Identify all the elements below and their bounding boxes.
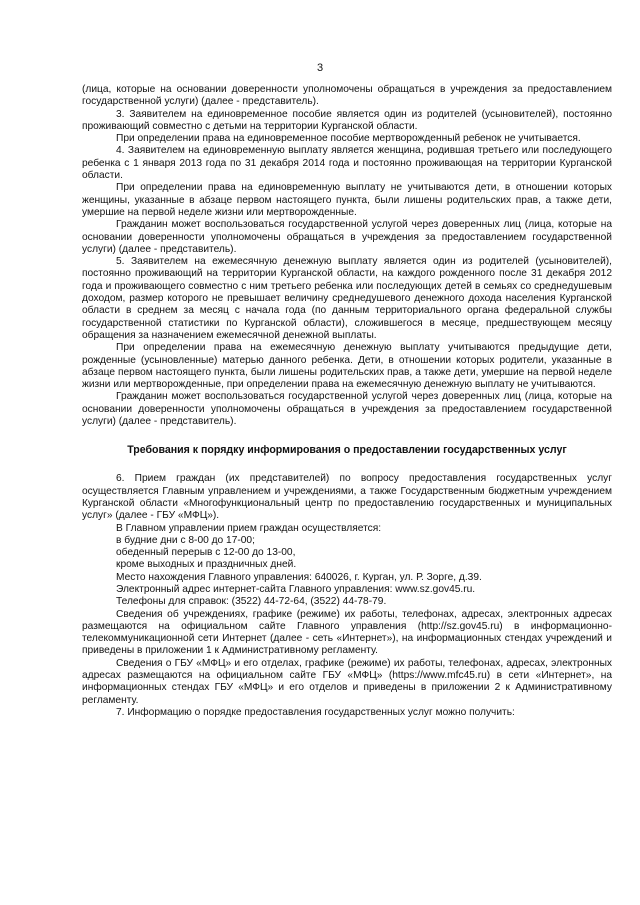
paragraph: В Главном управлении прием граждан осуществляется:	[116, 522, 382, 534]
paragraph: Гражданин может воспользоваться государственной услугой через доверенных лиц (лица, которые на основании доверенности уполномочены обращаться в учреждения за предоставлением государственной услуги) (далее - представитель).	[82, 391, 612, 428]
paragraph: 6. Прием граждан (их представителей) по вопросу предоставления государственных услуг осуществляется Главным управлением и учреждениями, а также Государственным бюджетным учреждением Курганской области «Многофункциональный центр по предоставлению государственных и муниципальных услуг» (далее - ГБУ «МФЦ»).	[82, 473, 612, 522]
paragraph: При определении права на единовременное пособие мертворожденный ребенок не учитывается.	[116, 133, 581, 145]
document-body	[82, 84, 612, 719]
phone-line: Телефоны для справок: (3522) 44-72-64, (3522) 44-78-79.	[116, 596, 387, 608]
schedule-line: кроме выходных и праздничных дней.	[116, 559, 297, 571]
paragraph: При определении права на ежемесячную денежную выплату учитываются предыдущие дети, рожденные (усыновленные) матерью данного ребенка. Дети, в отношении которых родители, указанные в абзаце первом настоящего пункта, были лишены родительских прав, а также дети, умершие на первой неделе жизни или мертворожденные, при определении права на ежемесячную денежную выплату не учитываются.	[82, 342, 612, 391]
website-line: Электронный адрес интернет-сайта Главного управления: www.sz.gov45.ru.	[116, 583, 476, 595]
page-number: 3	[316, 62, 324, 74]
paragraph: 4. Заявителем на единовременную выплату является женщина, родившая третьего или последующего ребенка с 1 января 2013 года по 31 декабря 2014 года и постоянно проживающая на территории Курганской области.	[82, 145, 612, 182]
schedule-line: в будние дни с 8-00 до 17-00;	[116, 534, 255, 546]
paragraph: Сведения об учреждениях, графике (режиме) их работы, телефонах, адресах, электронных адресах размещаются на официальном сайте Главного управления (http://sz.gov45.ru) в информационно-телекоммуникационной сети Интернет (далее - сеть «Интернет»), на информационных стендах учреждений и приведены в приложении 1 к Административному регламенту.	[82, 608, 612, 657]
paragraph: Гражданин может воспользоваться государственной услугой через доверенных лиц (лица, которые на основании доверенности уполномочены обращаться в учреждения за предоставлением государственной услуги) (далее - представитель).	[82, 219, 612, 255]
section-heading: Требования к порядку информирования о предоставлении государственных услуг	[127, 444, 567, 457]
paragraph: При определении права на единовременную выплату не учитываются дети, в отношении которых женщины, указанные в абзаце первом настоящего пункта, были лишены родительских прав, а также дети, умершие на первой неделе жизни или мертворожденные.	[82, 182, 612, 218]
paragraph: 7. Информацию о порядке предоставления государственных услуг можно получить:	[116, 706, 515, 718]
paragraph: (лица, которые на основании доверенности уполномочены обращаться в учреждения за предоставлением государственной услуги) (далее - представитель).	[82, 84, 612, 108]
paragraph: 5. Заявителем на ежемесячную денежную выплату является один из родителей (усыновителей), постоянно проживающий на территории Курганской области, на каждого рожденного после 31 декабря 2012 года и проживающего совместно с ним третьего ребенка или последующих детей в семьях со среднедушевым доходом, размер которого не превышает величину среднедушевого денежного дохода населения Курганской области в среднем за месяц с начала года (по данным территориального органа федеральной службы государственной статистики по Курганской области), сложившегося в месяце, предшествующем месяцу обращения за назначением ежемесячной денежной выплаты.	[82, 256, 612, 341]
address-line: Место нахождения Главного управления: 640026, г. Курган, ул. Р. Зорге, д.39.	[116, 571, 482, 583]
paragraph: 3. Заявителем на единовременное пособие является один из родителей (усыновителей), постоянно проживающий совместно с детьми на территории Курганской области.	[82, 108, 612, 132]
schedule-line: обеденный перерыв с 12-00 до 13-00,	[116, 547, 296, 559]
paragraph: Сведения о ГБУ «МФЦ» и его отделах, графике (режиме) их работы, телефонах, адресах, электронных адресах размещаются на официальном сайте ГБУ «МФЦ» (https://www.mfc45.ru) в сети «Интернет», на информационных стендах ГБУ «МФЦ» и его отделов и приведены в приложении 2 к Административному регламенту.	[82, 657, 612, 706]
